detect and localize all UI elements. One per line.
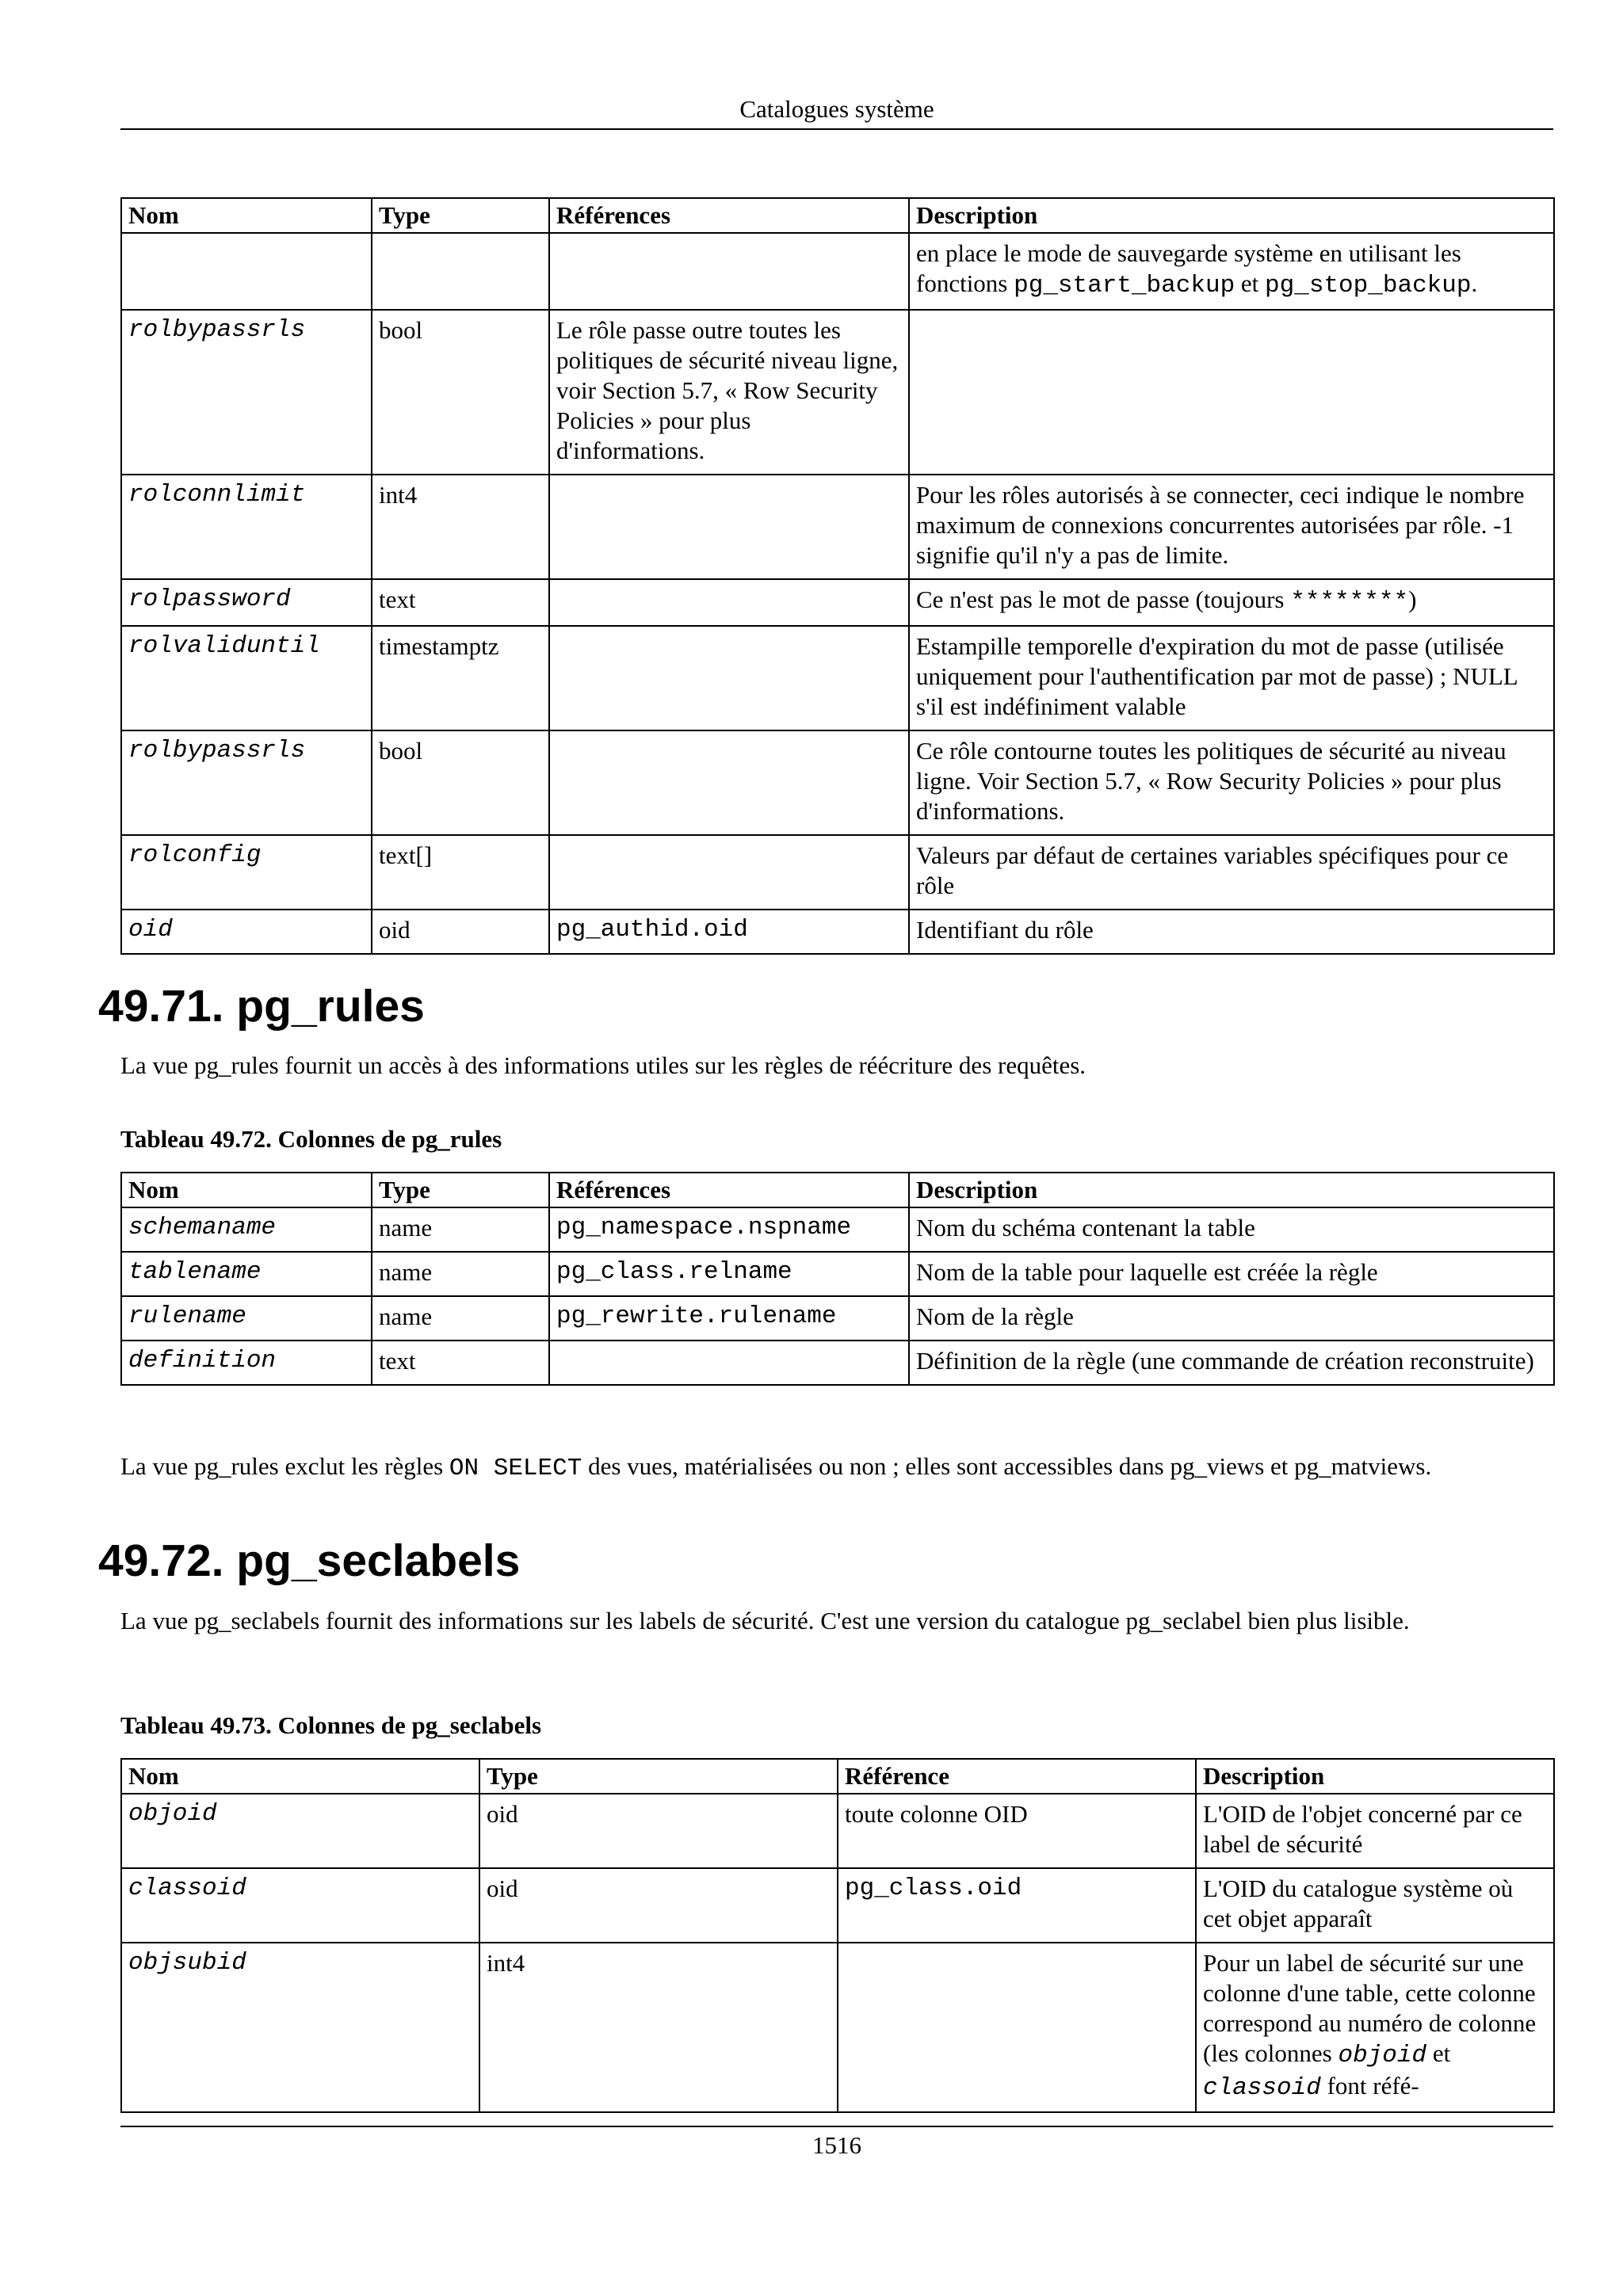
running-header: Catalogues système [739, 95, 934, 123]
cell-description: Pour un label de sécurité sur une colonne d'une table, cette colonne correspond au numéro de colonne (les colonnes objoid et classoid font réfé- [1196, 1943, 1554, 2112]
table-row [121, 1341, 1554, 1385]
table-row [121, 626, 1554, 730]
header-type: Type [479, 1759, 838, 1794]
cell-description: Pour les rôles autorisés à se connecter, ceci indique le nombre maximum de connexions concurrentes autorisées par rôle. -1 signifie qu'il n'y a pas de limite. [909, 475, 1554, 579]
pg-rules-note: La vue pg_rules exclut les règles ON SELECT des vues, matérialisées ou non ; elles sont accessibles dans pg_views et pg_matviews. [120, 1452, 1432, 1482]
table-row [121, 730, 1554, 835]
cell-references: pg_class.oid [838, 1868, 1196, 1943]
cell-name: rolvaliduntil [121, 626, 372, 730]
section-intro-pg-seclabels: La vue pg_seclabels fournit des informations sur les labels de sécurité. C'est une version du catalogue pg_seclabel bien plus lisible. [120, 1607, 1410, 1634]
table-row [121, 1207, 1554, 1252]
table-row [121, 233, 1554, 310]
cell-references: pg_namespace.nspname [549, 1207, 909, 1252]
pg-roles-table [120, 197, 1555, 955]
header-nom: Nom [121, 1759, 479, 1794]
pg-rules-table [120, 1172, 1555, 1386]
code-objoid: objoid [1338, 2042, 1427, 2069]
cell-description: en place le mode de sauvegarde système en utilisant les fonctions pg_start_backup et pg_stop_backup. [909, 233, 1554, 310]
cell-name: objsubid [121, 1943, 479, 2112]
cell-references [549, 1341, 909, 1385]
header-description: Description [909, 1173, 1554, 1207]
table-row [121, 475, 1554, 579]
cell-type: text [372, 579, 549, 626]
cell-description: Ce n'est pas le mot de passe (toujours ********) [909, 579, 1554, 626]
code-on-select: ON SELECT [449, 1455, 582, 1482]
pg-seclabels-table [120, 1758, 1555, 2113]
cell-type: int4 [479, 1943, 838, 2112]
cell-type: text[] [372, 835, 549, 910]
header-description: Description [1196, 1759, 1554, 1794]
cell-description: Estampille temporelle d'expiration du mot de passe (utilisée uniquement pour l'authentification par mot de passe) ; NULL s'il est indéfiniment valable [909, 626, 1554, 730]
footer-rule [120, 2126, 1553, 2127]
cell-description: Identifiant du rôle [909, 910, 1554, 954]
cell-name: rolbypassrls [121, 310, 372, 475]
cell-description: Définition de la règle (une commande de création reconstruite) [909, 1341, 1554, 1385]
cell-description: Ce rôle contourne toutes les politiques de sécurité au niveau ligne. Voir Section 5.7, « Row Security Policies » pour plus d'informations. [909, 730, 1554, 835]
table-header-row [121, 198, 1554, 233]
cell-name: oid [121, 910, 372, 954]
cell-references: pg_rewrite.rulename [549, 1296, 909, 1341]
cell-description: L'OID du catalogue système où cet objet apparaît [1196, 1868, 1554, 1943]
table-row [121, 1868, 1554, 1943]
page-number: 1516 [812, 2131, 861, 2159]
header-nom: Nom [121, 198, 372, 233]
cell-type: name [372, 1252, 549, 1296]
cell-description: L'OID de l'objet concerné par ce label de sécurité [1196, 1794, 1554, 1868]
code-password-mask: ******** [1290, 588, 1409, 616]
cell-type: int4 [372, 475, 549, 579]
table-header-row [121, 1759, 1554, 1794]
cell-name: schemaname [121, 1207, 372, 1252]
cell-description: Nom de la règle [909, 1296, 1554, 1341]
table-row [121, 1252, 1554, 1296]
cell-references [549, 579, 909, 626]
table-row [121, 1943, 1554, 2112]
cell-name: rolbypassrls [121, 730, 372, 835]
cell-references: Le rôle passe outre toutes les politiques de sécurité niveau ligne, voir Section 5.7, « Row Security Policies » pour plus d'informations. [549, 310, 909, 475]
header-description: Description [909, 198, 1554, 233]
cell-type: oid [372, 910, 549, 954]
cell-references: pg_class.relname [549, 1252, 909, 1296]
header-references: Références [549, 198, 909, 233]
cell-description: Nom de la table pour laquelle est créée la règle [909, 1252, 1554, 1296]
cell-name: classoid [121, 1868, 479, 1943]
cell-references [549, 835, 909, 910]
section-heading-pg-rules: 49.71. pg_rules [98, 981, 425, 1032]
cell-type: bool [372, 310, 549, 475]
header-type: Type [372, 198, 549, 233]
cell-name: rolconnlimit [121, 475, 372, 579]
section-intro-pg-rules: La vue pg_rules fournit un accès à des informations utiles sur les règles de réécriture des requêtes. [120, 1051, 1086, 1079]
cell-type [372, 233, 549, 310]
code-pg-stop-backup: pg_stop_backup [1265, 272, 1472, 299]
cell-references [549, 233, 909, 310]
cell-references [549, 730, 909, 835]
section-heading-pg-seclabels: 49.72. pg_seclabels [98, 1535, 521, 1586]
cell-references: pg_authid.oid [549, 910, 909, 954]
table-row [121, 310, 1554, 475]
cell-type: bool [372, 730, 549, 835]
header-references: Références [549, 1173, 909, 1207]
cell-type: oid [479, 1794, 838, 1868]
header-rule [120, 128, 1553, 130]
cell-name: definition [121, 1341, 372, 1385]
table-row [121, 579, 1554, 626]
table-caption-pg-rules: Tableau 49.72. Colonnes de pg_rules [120, 1125, 502, 1153]
code-pg-start-backup: pg_start_backup [1014, 272, 1235, 299]
header-type: Type [372, 1173, 549, 1207]
table-row [121, 1296, 1554, 1341]
cell-description: Nom du schéma contenant la table [909, 1207, 1554, 1252]
cell-name [121, 233, 372, 310]
table-caption-pg-seclabels: Tableau 49.73. Colonnes de pg_seclabels [120, 1711, 542, 1739]
cell-description: Valeurs par défaut de certaines variables spécifiques pour ce rôle [909, 835, 1554, 910]
cell-description [909, 310, 1554, 475]
cell-references [549, 475, 909, 579]
cell-references [838, 1943, 1196, 2112]
code-classoid: classoid [1203, 2074, 1321, 2102]
cell-references: toute colonne OID [838, 1794, 1196, 1868]
cell-name: rolpassword [121, 579, 372, 626]
table-row [121, 1794, 1554, 1868]
cell-name: rolconfig [121, 835, 372, 910]
header-reference: Référence [838, 1759, 1196, 1794]
cell-type: name [372, 1207, 549, 1252]
table-row [121, 910, 1554, 954]
cell-name: rulename [121, 1296, 372, 1341]
table-row [121, 835, 1554, 910]
cell-references [549, 626, 909, 730]
cell-type: name [372, 1296, 549, 1341]
cell-type: text [372, 1341, 549, 1385]
cell-type: timestamptz [372, 626, 549, 730]
header-nom: Nom [121, 1173, 372, 1207]
cell-type: oid [479, 1868, 838, 1943]
cell-name: tablename [121, 1252, 372, 1296]
table-header-row [121, 1173, 1554, 1207]
cell-name: objoid [121, 1794, 479, 1868]
